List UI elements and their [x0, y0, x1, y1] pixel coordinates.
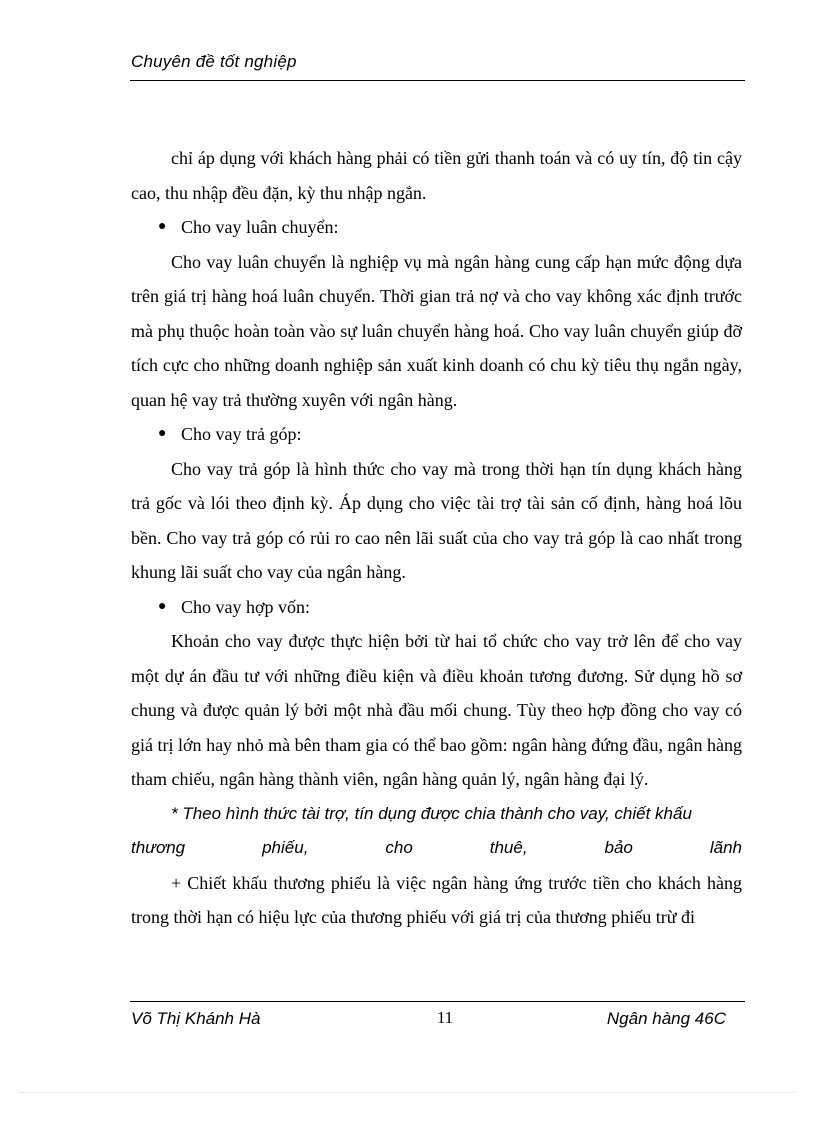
paragraph-chiet-khau: + Chiết khấu thương phiếu là việc ngân hàng ứng trước tiền cho khách hàng trong thời hạn có hiệu lực của thương phiếu với giá trị của thương phiếu trừ đi	[131, 872, 742, 927]
bullet-item-tra-gop	[131, 417, 742, 452]
bullet-icon: ●	[158, 426, 167, 441]
bullet-label: Cho vay hợp vốn:	[181, 596, 311, 617]
paragraph-tra-gop: Cho vay trả góp là hình thức cho vay mà trong thời hạn tín dụng khách hàng trả gốc và lói theo định kỳ. Áp dụng cho việc tài trợ tài sản cố định, hàng hoá lõu bền. Cho vay trả góp có rủi ro cao nên lãi suất của cho vay trả góp là cao nhất trong khung lãi suất cho vay của ngân hàng.	[131, 458, 742, 582]
italic-word: thương	[131, 838, 186, 857]
bullet-item-luan-chuyen	[131, 210, 742, 245]
paragraph-continued: chỉ áp dụng với khách hàng phải có tiền gửi thanh toán và có uy tín, độ tin cậy cao, thu nhập đều đặn, kỳ thu nhập ngắn.	[131, 148, 742, 203]
italic-word: lãnh	[709, 838, 742, 857]
bullet-icon: ●	[158, 598, 167, 614]
italic-word: bảo	[604, 838, 633, 857]
footer-rule	[130, 1001, 745, 1002]
footer-author: Võ Thị Khánh Hà	[131, 1009, 261, 1028]
paragraph-hop-von: Khoản cho vay được thực hiện bởi từ hai tổ chức cho vay trở lên để cho vay một dự án đầu tư với những điều kiện và điều khoản tương đương. Sử dụng hồ sơ chung và được quản lý bởi một nhà đầu mối chung. Tùy theo hợp đồng cho vay có giá trị lớn hay nhỏ mà bên tham gia có thể bao gồm: ngân hàng đứng đầu, ngân hàng tham chiếu, ngân hàng thành viên, ngân hàng quản lý, ngân hàng đại lý.	[131, 631, 742, 789]
italic-word: cho	[385, 838, 413, 857]
italic-note-line-2	[131, 831, 742, 866]
footer-class: Ngân hàng 46C	[606, 1009, 726, 1028]
bullet-item-hop-von	[131, 590, 742, 625]
page-content	[131, 141, 742, 935]
header-rule	[130, 80, 745, 81]
paragraph-luan-chuyen: Cho vay luân chuyển là nghiệp vụ mà ngân hàng cung cấp hạn mức động dựa trên giá trị hàng hoá luân chuyển. Thời gian trả nợ và cho vay không xác định trước mà phụ thuộc hoàn toàn vào sự luân chuyển hàng hoá. Cho vay luân chuyển giúp đỡ tích cực cho những doanh nghiệp sản xuất kinh doanh có chu kỳ tiêu thụ ngắn ngày, quan hệ vay trả thường xuyên với ngân hàng.	[131, 251, 742, 410]
italic-word: thuê,	[489, 838, 528, 857]
bullet-icon: ●	[158, 219, 167, 234]
header-title: Chuyên đề tốt nghiệp	[131, 52, 297, 71]
bullet-label: Cho vay trả góp:	[181, 424, 302, 444]
italic-word: phiếu,	[262, 838, 309, 857]
bullet-label: Cho vay luân chuyển:	[181, 217, 339, 237]
italic-note-line-1: * Theo hình thức tài trợ, tín dụng được chia thành cho vay, chiết khấu	[171, 803, 692, 823]
page-number: 11	[436, 1008, 454, 1027]
page-edge-divider	[20, 1092, 796, 1093]
